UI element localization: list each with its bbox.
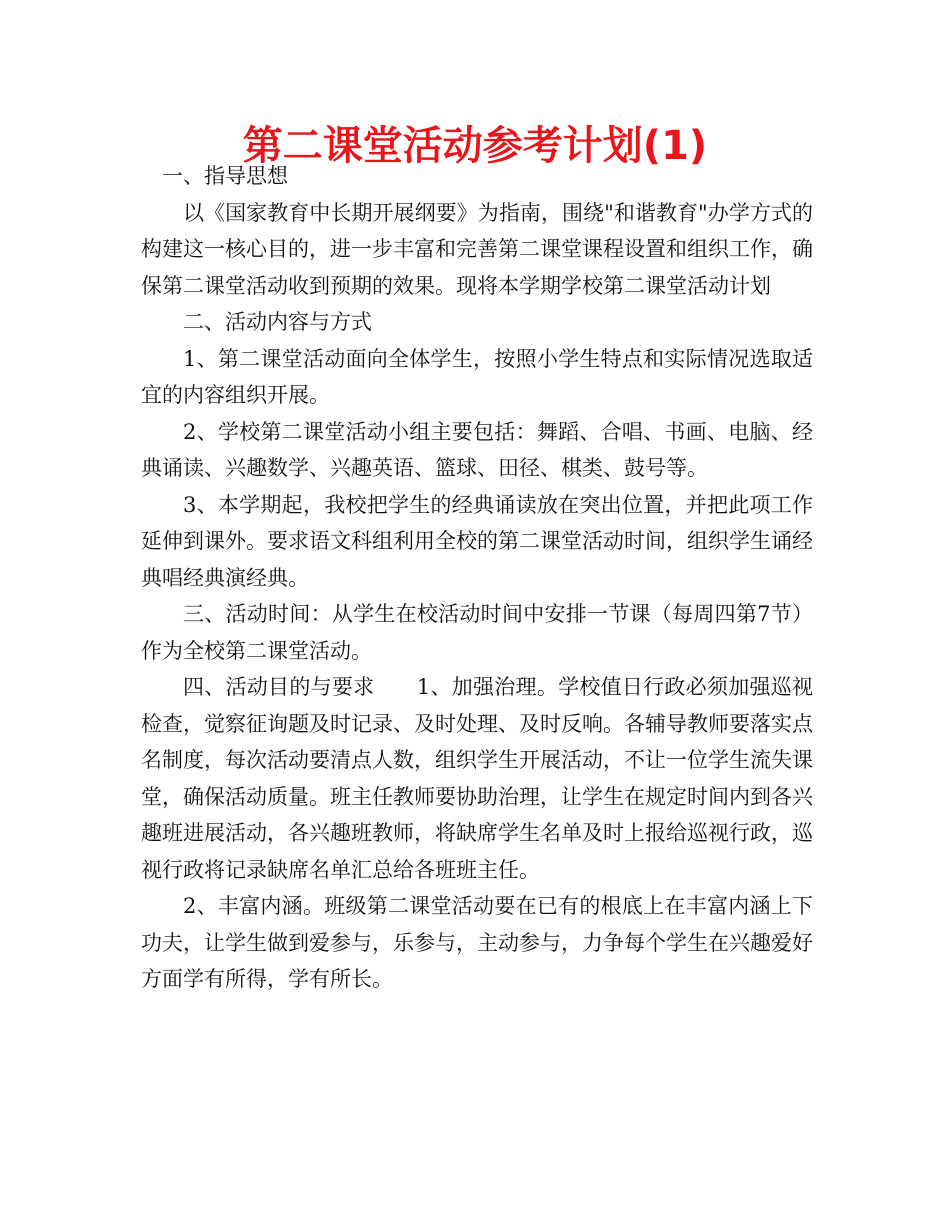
section-heading-content-method: 二、活动内容与方式 xyxy=(183,310,372,334)
paragraph-guiding-thought: 以《国家教育中长期开展纲要》为指南，围绕"和谐教育"办学方式的构建这一核心目的，进一步丰富和完善第二课堂课程设置和组织工作，确保第二课堂活动收到预期的效果。现将本学期学校第二课堂活动计划 xyxy=(141,200,813,298)
paragraph-goals-requirements: 四、活动目的与要求 1、加强治理。学校值日行政必须加强巡视检查，觉察征询题及时记录、及时处理、及时反响。各辅导教师要落实点名制度，每次活动要清点人数，组织学生开展活动，不让一位学生流失课堂，确保活动质量。班主任教师要协助治理，让学生在规定时间内到各兴趣班进展活动，各兴趣班教师，将缺席学生名单及时上报给巡视行政，巡视行政将记录缺席名单汇总给各班班主任。 xyxy=(141,675,813,882)
paragraph-enrich-content: 2、丰富内涵。班级第二课堂活动要在已有的根底上在丰富内涵上下功夫，让学生做到爱参与，乐参与，主动参与，力争每个学生在兴趣爱好方面学有所得，学有所长。 xyxy=(141,894,813,991)
paragraph-item-1: 1、第二课堂活动面向全体学生，按照小学生特点和实际情况选取适宜的内容组织开展。 xyxy=(141,346,813,407)
section-heading-guiding-thought: 一、指导思想 xyxy=(162,164,288,188)
paragraph-item-3: 3、本学期起，我校把学生的经典诵读放在突出位置，并把此项工作延伸到课外。要求语文科组利用全校的第二课堂活动时间，组织学生诵经典唱经典演经典。 xyxy=(141,492,813,590)
document-body xyxy=(141,158,813,998)
paragraph-activity-time: 三、活动时间：从学生在校活动时间中安排一节课（每周四第7节）作为全校第二课堂活动。 xyxy=(141,602,813,663)
paragraph-item-2: 2、学校第二课堂活动小组主要包括：舞蹈、合唱、书画、电脑、经典诵读、兴趣数学、兴趣英语、篮球、田径、棋类、鼓号等。 xyxy=(141,419,813,480)
document-title: 第二课堂活动参考计划(1) xyxy=(242,123,708,169)
